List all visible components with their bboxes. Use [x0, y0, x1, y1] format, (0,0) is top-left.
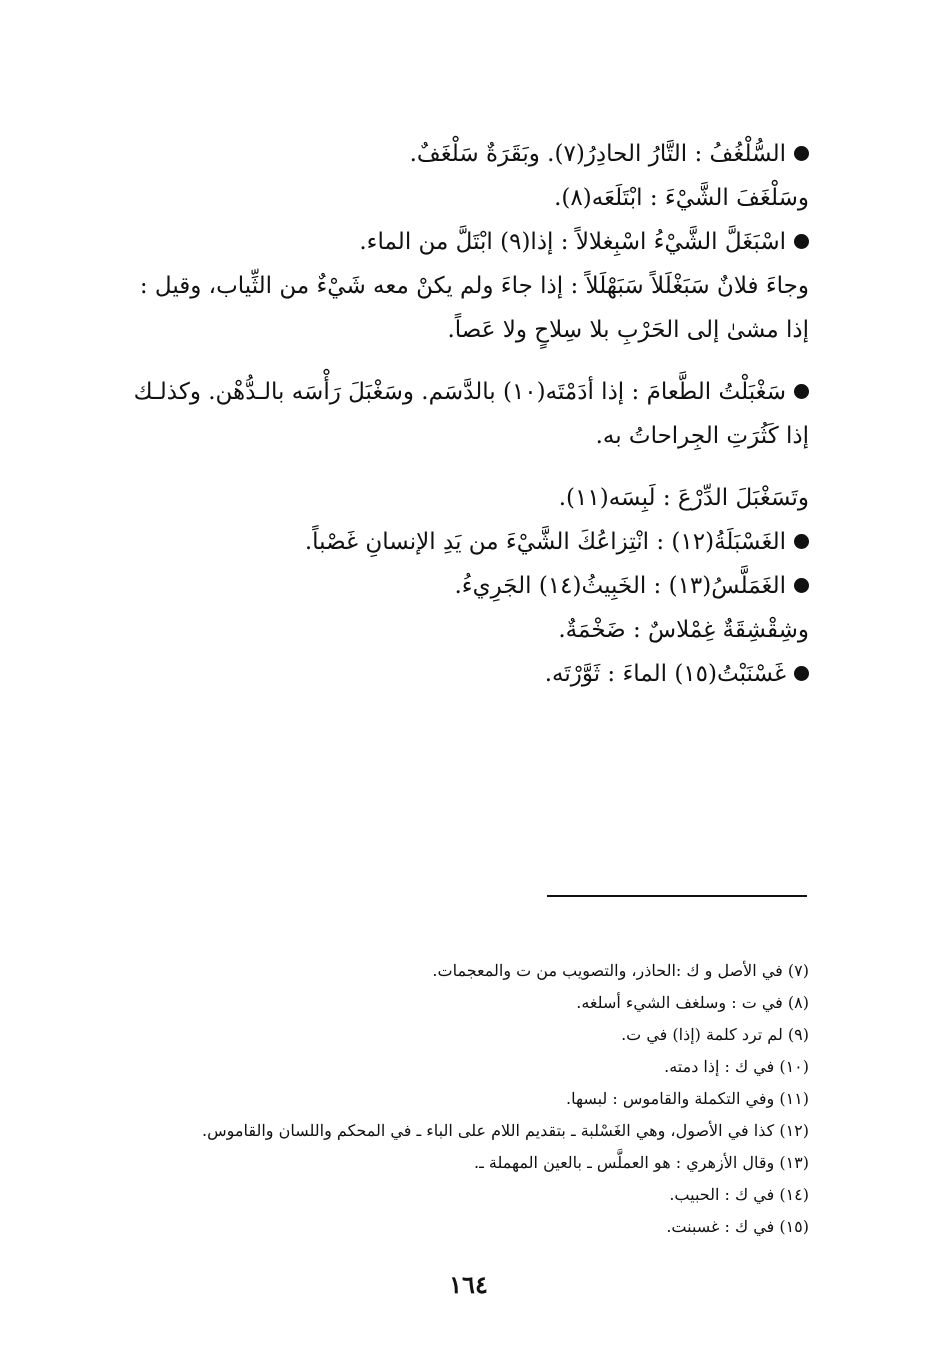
entry-line: الغَسْبَلَةُ(١٢) : انْتِزاعُكَ الشَّيْءَ من يَدِ الإنسانِ غَصْباً. [89, 520, 809, 564]
footnote: (٩) لم ترد كلمة (إذا) في ت. [621, 1025, 809, 1044]
entry-line: سَغْبَلْتُ الطَّعامَ : إذا أدَمْتَه(١٠) بالدَّسَم. وسَغْبَلَ رَأْسَه بالـدُّهْن. وكذلـك [89, 370, 809, 414]
bullet-icon [794, 666, 809, 681]
entry-line: اسْبَغَلَّ الشَّيْءُ اسْبِغلالاً : إذا(٩) ابْتَلَّ من الماء. [89, 220, 809, 264]
footnote: (١٢) كذا في الأصول، وهي الغَسْلبة ـ بتقديم اللام على الباء ـ في المحكم واللسان والقاموس. [202, 1121, 809, 1140]
bullet-icon [794, 146, 809, 161]
footnote: (١٠) في ك : إذا دمته. [664, 1057, 809, 1076]
main-text [89, 132, 809, 696]
footnote: (١٥) في ك : غسبنت. [666, 1217, 809, 1236]
bullet-icon [794, 578, 809, 593]
footnote: (١٣) وقال الأزهري : هو العملَّس ـ بالعين المهملة ـ. [474, 1153, 809, 1172]
footnote: (١١) وفي التكملة والقاموس : لبسها. [565, 1089, 809, 1108]
entry-line: الغَمَلَّسُ(١٣) : الخَبِيثُ(١٤) الجَرِيءُ. [89, 564, 809, 608]
entry-line: إذا كَثُرَتِ الجِراحاتُ به. [595, 423, 809, 449]
footnote: (٧) في الأصل و ك :الحاذر، والتصويب من ت والمعجمات. [432, 961, 809, 980]
bullet-icon [794, 234, 809, 249]
entry-line: غَسْنَبْتُ(١٥) الماءَ : ثَوَّرْتَه. [89, 652, 809, 696]
bullet-icon [794, 534, 809, 549]
footnote-divider [547, 895, 807, 897]
entry-line: وجاءَ فلانٌ سَبَغْلَلاً سَبَهْلَلاً : إذا جاءَ ولم يكنْ معه شَيْءٌ من الثِّياب، وقيل : [139, 273, 809, 299]
page-number: ١٦٤ [449, 1270, 488, 1299]
entry-line: وشِقْشِقَةٌ غِمْلاسٌ : ضَخْمَةٌ. [558, 617, 809, 643]
footnote: (١٤) في ك : الحبيب. [669, 1185, 809, 1204]
entry-line: وسَلْغَفَ الشَّيْءَ : ابْتَلَعَه(٨). [554, 185, 809, 211]
entry-line: وتَسَغْبَلَ الدِّرْعَ : لَبِسَه(١١). [558, 485, 809, 511]
entry-line: السُّلْغُفُ : التَّارُ الحادِرُ(٧). وبَقَرَةٌ سَلْغَفٌ. [89, 132, 809, 176]
bullet-icon [794, 384, 809, 399]
footnote: (٨) في ت : وسلغف الشيء أسلغه. [576, 993, 809, 1012]
entry-line: إذا مشىٰ إلى الحَرْبِ بلا سِلاحٍ ولا عَصاً. [447, 317, 809, 343]
footnotes [109, 955, 809, 1243]
